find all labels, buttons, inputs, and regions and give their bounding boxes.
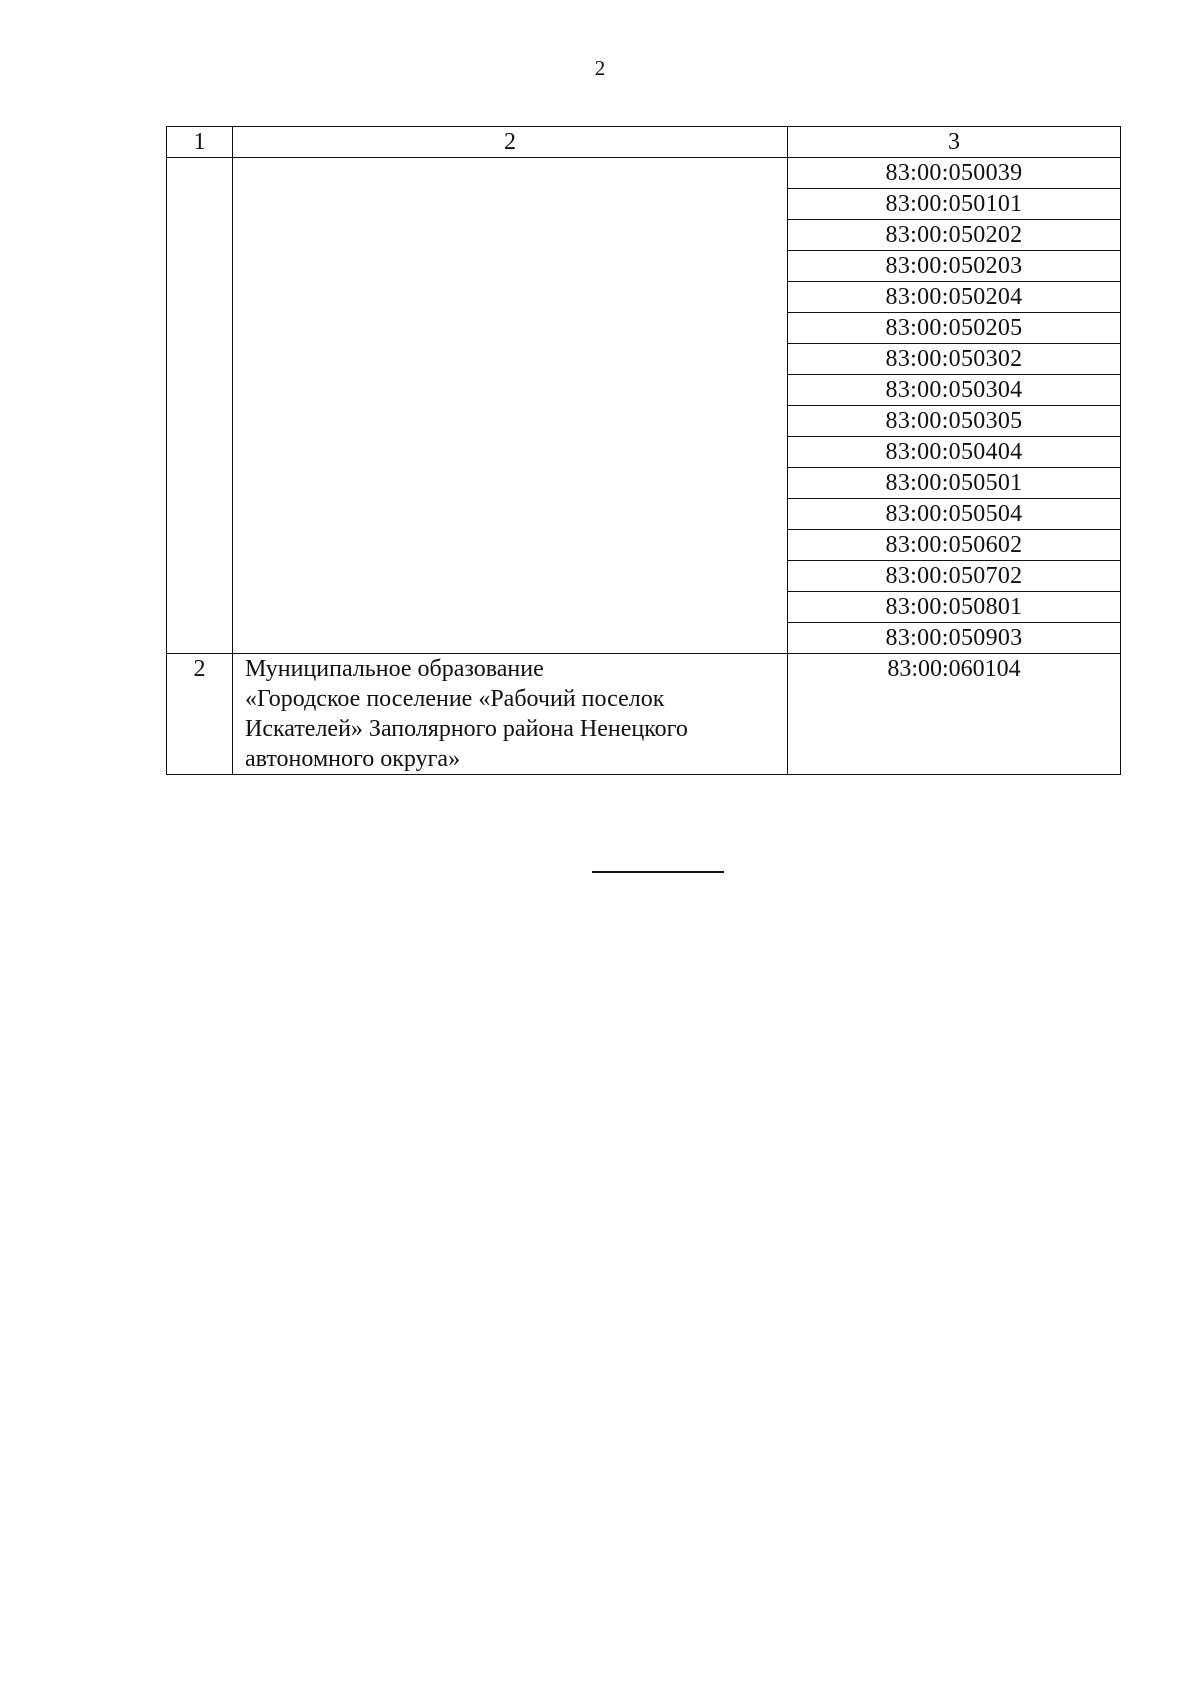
cadastral-code-cell: 83:00:050304 (788, 375, 1121, 406)
cadastral-code-cell: 83:00:050504 (788, 499, 1121, 530)
page-number: 2 (594, 56, 606, 80)
cadastral-code-cell: 83:00:050205 (788, 313, 1121, 344)
cadastral-code-cell: 83:00:050903 (788, 623, 1121, 654)
cadastral-code-cell: 83:00:050501 (788, 468, 1121, 499)
cadastral-code-cell: 83:00:050203 (788, 251, 1121, 282)
municipality-name-line: Искателей» Заполярного района Ненецкого (245, 716, 688, 742)
cadastral-code-cell: 83:00:050801 (788, 592, 1121, 623)
column-header-1: 1 (167, 127, 233, 158)
row2-number: 2 (167, 654, 233, 775)
cadastral-code-cell: 83:00:050302 (788, 344, 1121, 375)
table-row (167, 158, 1121, 189)
cadastral-code-cell: 83:00:060104 (788, 654, 1121, 775)
cadastral-code-cell: 83:00:050404 (788, 437, 1121, 468)
municipality-name-line: автономного округа» (245, 746, 461, 772)
cadastral-code-cell: 83:00:050039 (788, 158, 1121, 189)
cadastral-code-cell: 83:00:050305 (788, 406, 1121, 437)
table-header-row (167, 127, 1121, 158)
municipality-name-line: «Городское поселение «Рабочий поселок (245, 686, 665, 712)
row1-number-cell (167, 158, 233, 654)
cadastral-code-cell: 83:00:050101 (788, 189, 1121, 220)
closing-rule (592, 871, 724, 873)
municipality-name (233, 654, 788, 775)
cadastral-table (166, 126, 1121, 775)
cadastral-code-cell: 83:00:050702 (788, 561, 1121, 592)
cadastral-code-cell: 83:00:050202 (788, 220, 1121, 251)
column-header-2: 2 (233, 127, 788, 158)
cadastral-code-cell: 83:00:050602 (788, 530, 1121, 561)
row1-name-cell (233, 158, 788, 654)
table-row (167, 654, 1121, 775)
column-header-3: 3 (788, 127, 1121, 158)
municipality-name-line: Муниципальное образование (245, 656, 544, 682)
cadastral-code-cell: 83:00:050204 (788, 282, 1121, 313)
